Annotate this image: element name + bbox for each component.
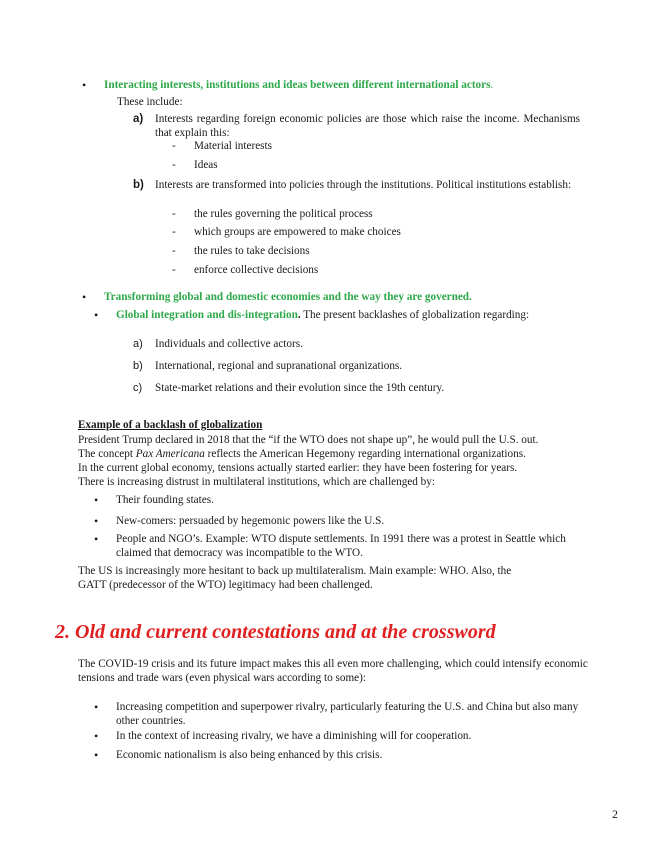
list-item-a-text: Interests regarding foreign economic policies are those which raise the income. Mechanisms that explain this: xyxy=(155,113,580,139)
example-bullet: • Their founding states. xyxy=(116,493,214,507)
section-2-heading: 2. Old and current contestations and at the crossword xyxy=(55,621,496,643)
dash-item: - which groups are empowered to make choices xyxy=(194,225,401,239)
these-include-label: These include: xyxy=(117,96,183,108)
example-closing-paragraph: The US is increasingly more hesitant to back up multilateralism. Main example: WHO. Also, the GATT (predecessor of the WTO) legitimacy had been challenged. xyxy=(78,565,512,591)
example-bullet: • People and NGO’s. Example: WTO dispute settlements. In 1991 there was a protest in Seattle which claimed that democracy was incompatible to the WTO. xyxy=(116,532,586,560)
section-2-bullet: • Economic nationalism is also being enhanced by this crisis. xyxy=(116,748,382,762)
dash-item: - Ideas xyxy=(194,158,218,172)
dash-item: - the rules governing the political process xyxy=(194,207,373,221)
text-run: reflects the American Hegemony regarding international organizations. xyxy=(204,448,526,460)
list-item-text: State-market relations and their evolution since the 19th century. xyxy=(155,382,445,394)
list-letter-a: a) xyxy=(133,113,144,125)
example-line-4: There is increasing distrust in multilateral institutions, which are challenged by: xyxy=(78,476,435,488)
list-item-text: International, regional and supranational organizations. xyxy=(155,360,403,372)
dash-item: - enforce collective decisions xyxy=(194,263,318,277)
example-line-3: In the current global economy, tensions actually started earlier: they have been fostering for years. xyxy=(78,462,518,474)
example-paragraph xyxy=(78,433,588,489)
section-2-intro: The COVID-19 crisis and its future impact makes this all even more challenging, which could intensify economic tensions and trade wars (even physical wars according to some): xyxy=(78,658,588,684)
sub-bullet-heading: Global integration and dis-integration xyxy=(116,309,298,321)
section-bullet-transforming xyxy=(104,290,472,304)
dash-item: - Material interests xyxy=(194,139,272,153)
list-letter: c) xyxy=(133,382,143,394)
bullet-heading: Interacting interests, institutions and ideas between different international actors xyxy=(104,79,491,91)
sub-bullet-dot: . xyxy=(297,309,301,321)
bullet-heading: Transforming global and domestic economies and the way they are governed. xyxy=(104,291,472,303)
example-line-1: President Trump declared in 2018 that the “if the WTO does not shape up”, he would pull the U.S. out. xyxy=(78,434,539,446)
example-bullet: • New-comers: persuaded by hegemonic powers like the U.S. xyxy=(116,514,384,528)
section-2-bullet: • Increasing competition and superpower rivalry, particularly featuring the U.S. and China but also many other countries. xyxy=(116,700,586,728)
list-letter: a) xyxy=(133,338,143,350)
section-2-heading-wrap xyxy=(55,620,496,644)
section-2-bullet: • In the context of increasing rivalry, we have a diminishing will for cooperation. xyxy=(116,729,471,743)
section-bullet-interacting xyxy=(104,78,584,92)
list-letter-b: b) xyxy=(133,179,144,191)
bullet-heading-dot: . xyxy=(490,79,494,91)
list-letter: b) xyxy=(133,360,143,372)
list-item-text: Individuals and collective actors. xyxy=(155,338,303,350)
dash-item: - the rules to take decisions xyxy=(194,244,310,258)
example-line-2 xyxy=(78,447,588,461)
page-number: 2 xyxy=(612,807,618,821)
list-item-b-text: Interests are transformed into policies through the institutions. Political institutions establish: xyxy=(155,179,572,191)
text-run: The concept xyxy=(78,448,136,460)
italic-term: Pax Americana xyxy=(135,448,205,460)
sub-bullet-text: The present backlashes of globalization regarding: xyxy=(300,309,530,321)
example-heading: Example of a backlash of globalization xyxy=(78,419,263,431)
sub-bullet-global xyxy=(116,308,586,322)
